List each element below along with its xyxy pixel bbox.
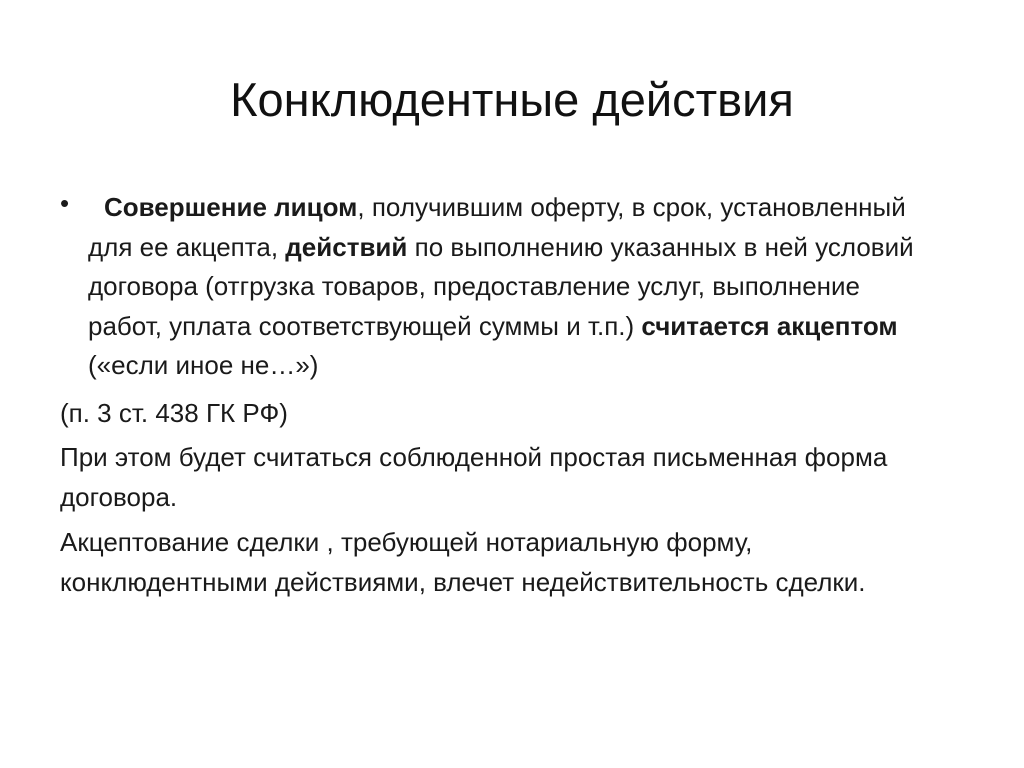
bullet-text-2: по выполнению указанных в ней условий договора (отгрузка товаров, предоставление услуг, выполнение работ, уплата соответствующей суммы и т.п.)	[88, 231, 914, 341]
bullet-item	[60, 188, 940, 386]
bullet-bold-acceptance: считается акцептом	[641, 310, 898, 341]
bullet-icon: •	[60, 188, 70, 218]
bullet-text-1: , получившим оферту, в срок, установленный для ее акцепта,	[88, 192, 906, 262]
legal-reference: (п. 3 ст. 438 ГК РФ)	[60, 397, 288, 428]
notarial-form-note: Акцептование сделки , требующей нотариальную форму, конклюдентными действиями, влечет недействительность сделки.	[60, 527, 866, 597]
slide-body	[60, 188, 940, 602]
bullet-bold-actions: действий	[285, 231, 408, 262]
written-form-note: При этом будет считаться соблюденной простая письменная форма договора.	[60, 442, 888, 512]
bullet-bold-subject: Совершение лицом	[104, 192, 358, 222]
slide-title: Конклюдентные действия	[230, 73, 794, 126]
bullet-text-3: («если иное не…»)	[88, 350, 319, 380]
